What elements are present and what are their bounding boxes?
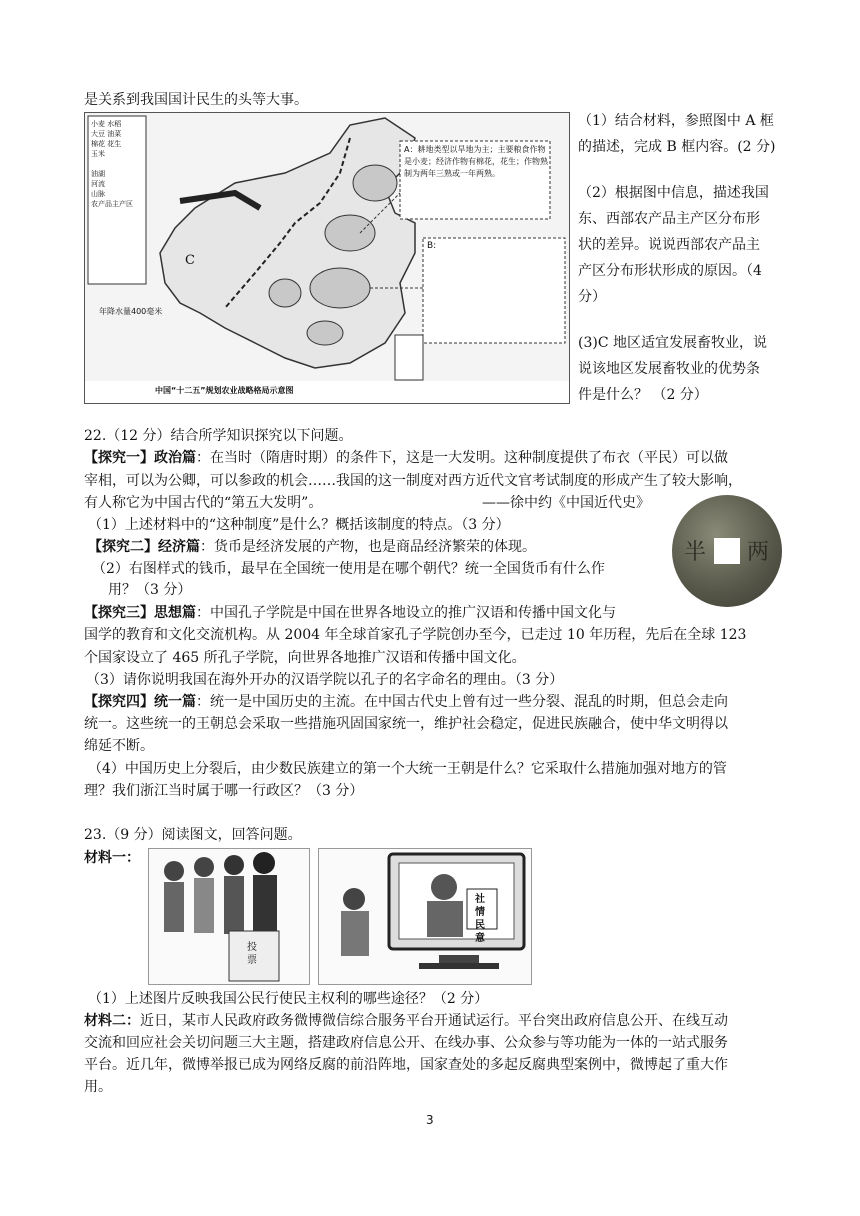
- q21-part1: （1）结合材料，参照图中 A 框 的描述，完成 B 框内容。(2 分): [578, 113, 776, 155]
- ballot-box-label: 投票: [247, 942, 257, 966]
- q22-q2-line2: 用？（3 分）: [108, 582, 192, 598]
- q22-tan2: 【探究二】经济篇：货币是经济发展的产物，也是商品经济繁荣的体现。: [88, 539, 536, 555]
- q23-q1: （1）上述图片反映我国公民行使民主权利的哪些途径？（2 分）: [88, 991, 489, 1007]
- map-caption: 中国“十二五”规划农业战略格局示意图: [155, 386, 294, 395]
- voting-cartoon: [148, 848, 310, 985]
- q22-tan1-line3: 有人称它为中国古代的“第五大发明”。: [84, 495, 323, 511]
- q21-part2: （2）根据图中信息，描述我国 东、西部农产品主产区分布形 状的差异。说说西部农产品主 产区分布形状形成的原因。（4 分）: [578, 185, 769, 305]
- production-area-south: [307, 321, 343, 345]
- production-area-north-china: [325, 215, 375, 251]
- q22-tan1-line1: 【探究一】政治篇：在当时（隋唐时期）的条件下，这是一大发明。这种制度提供了布衣（平民）可以做: [84, 450, 728, 466]
- china-outline: [160, 118, 415, 368]
- agriculture-map: [84, 112, 570, 404]
- q22-q4-line2: 理？我们浙江当时属于哪一行政区？（3 分）: [84, 783, 364, 799]
- q23-material2-line3: 平台。近几年，微博举报已成为网络反腐的前沿阵地，国家查处的多起反腐典型案例中，微博起了重大作: [84, 1057, 728, 1073]
- south-sea-inset: [395, 335, 423, 380]
- q22-tan1-source: ——徐中约《中国近代史》: [482, 495, 650, 511]
- q22-q1: （1）上述材料中的“这种制度”是什么？概括该制度的特点。（3 分）: [88, 517, 510, 533]
- q22-title: 22.（12 分）结合所学知识探究以下问题。: [84, 428, 353, 444]
- q22-tan3-line2: 国学的教育和文化交流机构。从 2004 年全球首家孔子学院创办至今，已走过 10 年历程，先后在全球 123: [84, 627, 747, 643]
- q22-tan4-line1: 【探究四】统一篇：统一是中国历史的主流。在中国古代史上曾有过一些分裂、混乱的时期，但总会走向: [84, 694, 728, 710]
- q22-tan4-line3: 绵延不断。: [84, 738, 154, 754]
- q23-material2-line4: 用。: [84, 1079, 112, 1095]
- q22-tan1-line2: 宰相，可以为公卿，可以参政的机会……我国的这一制度对西方近代文官考试制度的形成产生了较大影响，: [84, 473, 742, 489]
- map-legend: 小麦 水稻 大豆 油菜 棉花 花生 玉米 油湖 河流 山脉 农产品主产区: [91, 120, 133, 208]
- q22-tan4-line2: 统一。这些统一的王朝总会采取一些措施巩固国家统一，维护社会稳定，促进民族融合，使中华文明得以: [84, 716, 728, 732]
- q21-part3: (3)C 地区适宜发展畜牧业，说 说该地区发展畜牧业的优势条 件是什么？ （2 分）: [578, 335, 767, 403]
- production-area-yangtze: [310, 268, 370, 308]
- box-a-text: A：耕地类型以旱地为主；主要粮食作物是小麦；经济作物有棉花，花生；作物熟制为两年三熟或一年两熟。: [404, 145, 548, 178]
- online-petition-cartoon: [318, 848, 532, 985]
- q22-q4-line1: （4）中国历史上分裂后，由少数民族建立的第一个大统一王朝是什么？它采取什么措施加强对地方的管: [88, 761, 727, 777]
- q22-tan3-line3: 个国家设立了 465 所孔子学院，向世界各地推广汉语和传播中国文化。: [84, 650, 526, 666]
- q23-title: 23.（9 分）阅读图文，回答问题。: [84, 827, 302, 843]
- q22-q3: （3）请你说明我国在海外开办的汉语学院以孔子的名字命名的理由。（3 分）: [86, 672, 564, 688]
- page-number: 3: [426, 1113, 434, 1127]
- ancient-coin-image: 半 两: [672, 495, 782, 607]
- q23-material2-line1: 材料二：近日，某市人民政府政务微博微信综合服务平台开通试运行。平台突出政府信息公开、在线互动: [84, 1013, 728, 1029]
- rainfall-label: 年降水量400毫米: [99, 307, 163, 316]
- q22-q2-line1: （2）右图样式的钱币，最早在全国统一使用是在哪个朝代？统一全国货币有什么作: [92, 561, 605, 577]
- production-area-sichuan: [269, 279, 301, 307]
- intro-line: 是关系到我国国计民生的头等大事。: [84, 92, 308, 108]
- screen-sign: 社情民意: [475, 894, 485, 944]
- region-c-label: C: [185, 253, 195, 268]
- box-b-label: B:: [427, 241, 437, 251]
- box-b: [423, 238, 565, 343]
- q23-material2-line2: 交流和回应社会关切问题三大主题，搭建政府信息公开、在线办事、公众参与等功能为一体的一站式服务: [84, 1035, 728, 1051]
- q23-material1-label: 材料一：: [84, 850, 140, 866]
- production-area-northeast: [353, 165, 397, 201]
- q22-tan3-line1: 【探究三】思想篇：中国孔子学院是中国在世界各地设立的推广汉语和传播中国文化与: [84, 605, 616, 621]
